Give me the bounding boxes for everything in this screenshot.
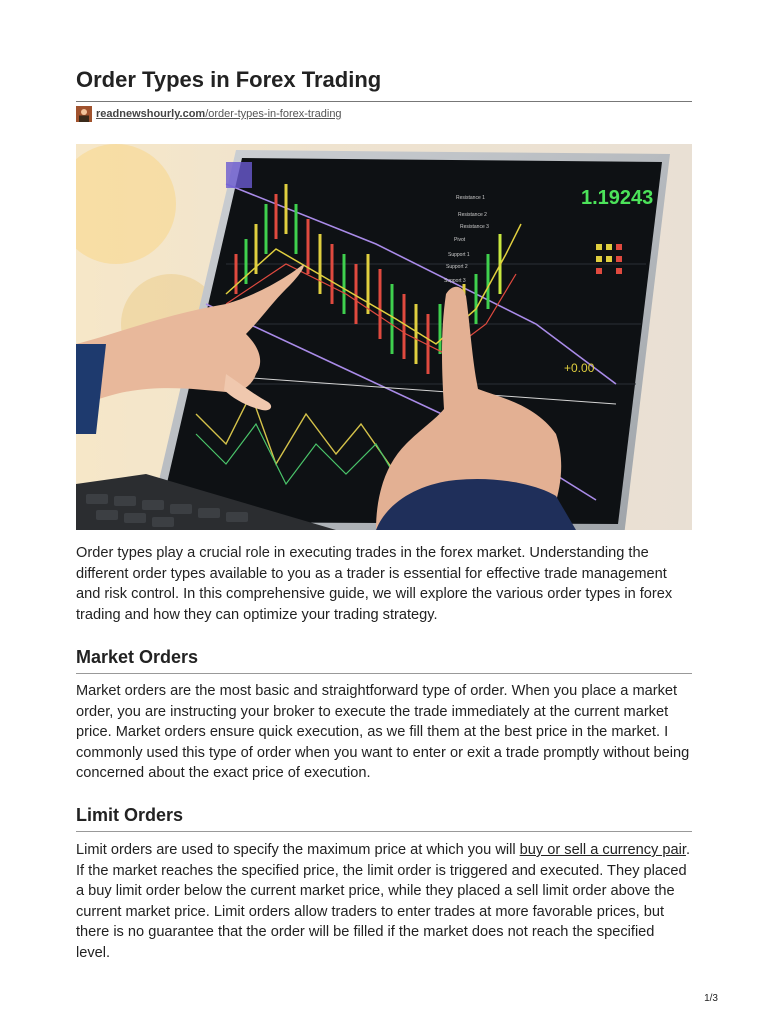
screen-level-label: Support 2 <box>446 264 468 270</box>
title-divider <box>76 101 692 102</box>
section-divider <box>76 673 692 674</box>
section-heading-market-orders: Market Orders <box>76 647 199 667</box>
site-favicon-icon <box>76 106 92 122</box>
market-orders-paragraph: Market orders are the most basic and straightforward type of order. When you place a market order, you are instructing your broker to execute the trade immediately at the current market price. Market orders ensure quick execution, as we fill them at the best price in the market. I commonly used this type of order when you want to enter or exit a trade promptly without being concerned about the exact price of execution. <box>76 683 690 781</box>
source-link[interactable] <box>96 108 342 120</box>
source-domain: readnewshourly.com <box>96 108 206 120</box>
screen-level-label: Resistance 1 <box>456 195 485 201</box>
screen-level-label: Resistance 2 <box>458 212 487 218</box>
limit-orders-paragraph <box>76 840 692 963</box>
limit-orders-text-end: . If the market reaches the specified price, the limit order is triggered and executed. They placed a buy limit order below the current market price, while they placed a sell limit order above the current market price. Limit orders allow traders to enter trades at more favorable prices, but there is no guarantee that the order will be filled if the market does not reach the specified level. <box>76 842 691 961</box>
source-path: /order-types-in-forex-trading <box>205 108 342 120</box>
screen-level-label: Resistance 3 <box>460 224 489 230</box>
screen-price-readout: 1.19243 <box>581 187 654 209</box>
screen-level-label: Pivot <box>454 237 466 243</box>
section-divider <box>76 831 692 832</box>
limit-orders-text-start: Limit orders are used to specify the maximum price at which you will <box>76 842 520 858</box>
source-line <box>76 106 342 122</box>
hero-image <box>76 144 692 530</box>
intro-paragraph: Order types play a crucial role in executing trades in the forex market. Understanding the different order types available to you as a trader is essential for effective trade management and risk control. In this comprehensive guide, we will explore the various order types in forex trading and how they can optimize your trading strategy. <box>76 545 673 623</box>
screen-change-readout: +0.00 <box>564 361 595 375</box>
screen-level-label: Support 1 <box>448 252 470 258</box>
section-heading-limit-orders: Limit Orders <box>76 805 184 825</box>
page-number: 1/3 <box>704 993 718 1004</box>
trading-chart-laptop-image <box>76 144 692 530</box>
screen-level-label: Support 3 <box>444 278 466 284</box>
buy-or-sell-currency-pair-link[interactable]: buy or sell a currency pair <box>519 842 686 858</box>
article-title: Order Types in Forex Trading <box>76 67 382 92</box>
